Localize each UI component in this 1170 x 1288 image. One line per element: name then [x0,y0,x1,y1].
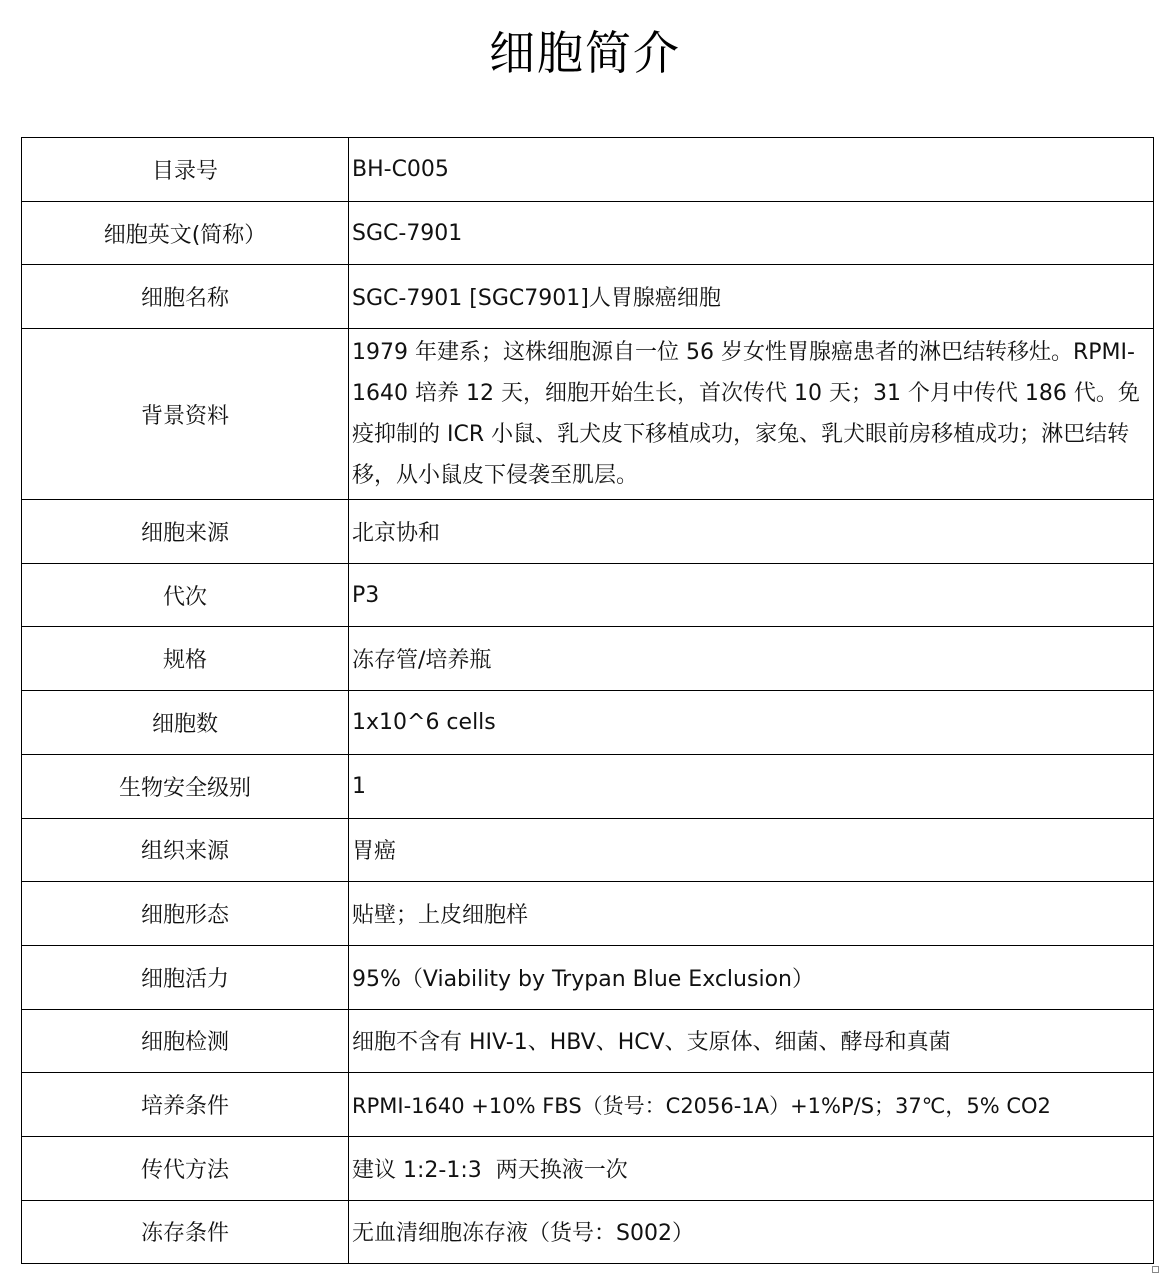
paragraph-end-mark [1152,1266,1159,1273]
table-row-cell-name [22,265,1154,329]
table-row-morphology [22,882,1154,946]
table-row-english-name [22,201,1154,265]
table-row-specification [22,627,1154,691]
table-row-catalog-number [22,138,1154,202]
row-label: 细胞英文(简称） [22,201,349,265]
row-label: 生物安全级别 [22,754,349,818]
row-value: 1 [349,754,1154,818]
row-label: 目录号 [22,138,349,202]
table-row-passage [22,563,1154,627]
row-value: 细胞不含有 HIV-1、HBV、HCV、支原体、细菌、酵母和真菌 [349,1009,1154,1073]
row-value: 贴壁；上皮细胞样 [349,882,1154,946]
table-row-biosafety-level [22,754,1154,818]
table-row-tissue-source [22,818,1154,882]
row-value: 冻存管/培养瓶 [349,627,1154,691]
row-label: 组织来源 [22,818,349,882]
row-value: 北京协和 [349,500,1154,564]
row-label: 传代方法 [22,1136,349,1200]
row-value: 无血清细胞冻存液（货号：S002） [349,1200,1154,1264]
row-label: 冻存条件 [22,1200,349,1264]
row-label: 细胞形态 [22,882,349,946]
table-row-cell-source [22,500,1154,564]
row-value: BH-C005 [349,138,1154,202]
row-label: 细胞活力 [22,945,349,1009]
row-value: 胃癌 [349,818,1154,882]
table-row-cell-count [22,691,1154,755]
row-label: 代次 [22,563,349,627]
table-row-passage-method [22,1136,1154,1200]
table-row-viability [22,945,1154,1009]
row-value: RPMI-1640 +10% FBS（货号：C2056-1A）+1%P/S；37℃，5% CO2 [349,1073,1154,1137]
row-label: 细胞数 [22,691,349,755]
table-row-culture-conditions [22,1073,1154,1137]
row-value: 95%（Viability by Trypan Blue Exclusion） [349,945,1154,1009]
row-label: 规格 [22,627,349,691]
row-value: 1x10^6 cells [349,691,1154,755]
row-value: SGC-7901 [SGC7901]人胃腺癌细胞 [349,265,1154,329]
row-value: 1979 年建系；这株细胞源自一位 56 岁女性胃腺癌患者的淋巴结转移灶。RPMI-1640 培养 12 天，细胞开始生长，首次传代 10 天；31 个月中传代 186 代。免疫抑制的 ICR 小鼠、乳犬皮下移植成功，家兔、乳犬眼前房移植成功；淋巴结转移，从小鼠皮下侵袭至肌层。 [349,329,1154,500]
table-row-background [22,329,1154,500]
row-label: 细胞检测 [22,1009,349,1073]
table-row-testing [22,1009,1154,1073]
page-title: 细胞简介 [489,26,681,80]
row-label: 背景资料 [22,329,349,500]
row-label: 培养条件 [22,1073,349,1137]
row-value: 建议 1:2-1:3 两天换液一次 [349,1136,1154,1200]
row-value: SGC-7901 [349,201,1154,265]
row-label: 细胞名称 [22,265,349,329]
table-row-freezing-conditions [22,1200,1154,1264]
row-value: P3 [349,563,1154,627]
cell-info-table [21,137,1154,1264]
row-label: 细胞来源 [22,500,349,564]
